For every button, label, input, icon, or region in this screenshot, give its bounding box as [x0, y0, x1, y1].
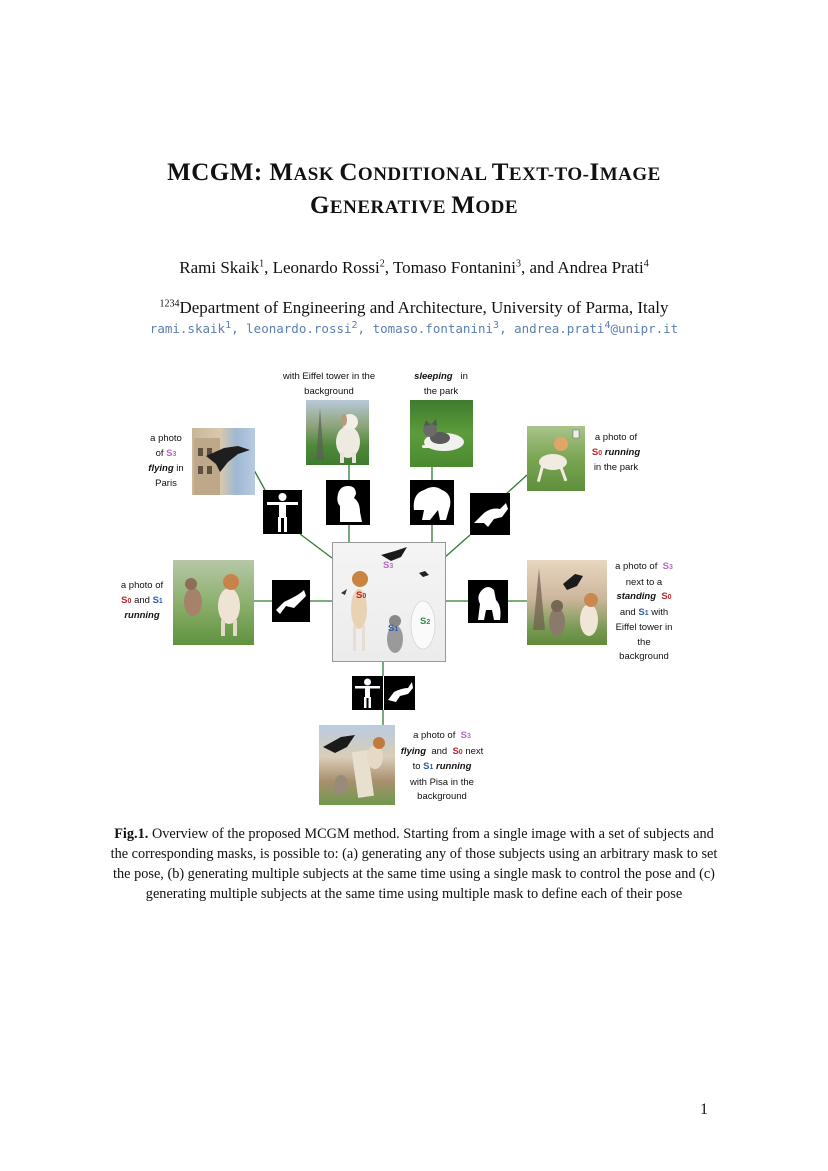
bird-paris-photo	[192, 428, 255, 495]
label-s3-flying-paris: a photo of S3 flying in Paris	[148, 433, 184, 489]
bird-dog-cat-pisa-illustration	[319, 725, 395, 805]
center-label-s1: S1	[388, 623, 399, 634]
dog-running-park-photo	[527, 426, 585, 491]
dog-standing-mask	[468, 580, 508, 623]
label-s0-s1-running: a photo of S0 and S1 running	[120, 580, 164, 621]
label-s3-flying-s0-s1-pisa: a photo of S3 flying and S0 next to S1 running with Pisa in the background	[400, 730, 484, 802]
label-eiffel-background: with Eiffel tower in the background	[282, 371, 376, 397]
dog-eiffel-photo	[306, 400, 369, 465]
dog-running-illustration	[527, 426, 585, 491]
paper-title: MCGM: MASK CONDITIONAL TEXT-TO-IMAGE	[167, 159, 661, 186]
dog-leaping-mask	[272, 580, 310, 622]
sleeping-cat-photo	[410, 400, 473, 467]
author-list: Rami Skaik$^1$, Leonardo Rossi$^2$, Tomaso Fontanini$^3$, and Andrea Prati$^4$	[179, 258, 649, 277]
cat-sleeping-mask	[410, 480, 454, 525]
affiliation: $^{1234}$Department of Engineering and Architecture, University of Parma, Italy	[159, 298, 669, 317]
cat-dog-running-illustration	[173, 560, 254, 645]
sleeping-cat-illustration	[410, 400, 473, 467]
human-pose-mask-bottom	[352, 676, 383, 710]
paper-title-line2: GENERATIVE MODE	[309, 192, 519, 219]
email-link[interactable]: leonardo.rossi	[246, 321, 352, 337]
dog-sitting-mask	[326, 480, 370, 525]
email-link[interactable]: tomaso.fontanini	[372, 321, 494, 337]
page-number: 1	[700, 1101, 708, 1118]
bird-cat-dog-eiffel-photo	[527, 560, 607, 645]
email-link[interactable]: andrea.prati	[514, 321, 605, 337]
center-label-s0: S0	[356, 590, 367, 601]
label-s0-running-park: a photo of S0 running in the park	[591, 432, 641, 473]
human-pose-mask	[263, 490, 302, 534]
label-sleeping-park: sleeping in the park	[414, 371, 468, 397]
email-link[interactable]: rami.skaik	[149, 321, 226, 337]
bird-paris-illustration	[192, 428, 255, 495]
cat-dog-running-photo	[173, 560, 254, 645]
bird-dog-cat-pisa-photo	[319, 725, 395, 805]
dog-running-mask	[470, 493, 510, 535]
bird-cat-dog-eiffel-illustration	[527, 560, 607, 645]
figure-caption: Fig.1. Overview of the proposed MCGM method. Starting from a single image with a set of subjects and the corresponding masks, is possible to: (a) generating any of those subjects using an arbitrary mask to set the pose, (b) generating multiple subjects at the same time using a single mask to control the pose and (c) generating multiple subjects at the same time using multiple mask to define each of their pose	[110, 826, 718, 902]
dog-running-mask-bottom	[384, 676, 415, 710]
email-list: rami.skaik$^1$, leonardo.rossi$^2$, tomaso.fontanini$^3$, andrea.prati$^4$@unipr.it	[149, 320, 679, 337]
dog-eiffel-illustration	[306, 400, 369, 465]
center-label-s3: S3	[383, 560, 394, 571]
label-s3-standing-s0-s1-eiffel: a photo of S3 next to a standing S0 and S1 with Eiffel tower in the background	[615, 561, 673, 662]
center-label-s2: S2	[420, 616, 431, 627]
